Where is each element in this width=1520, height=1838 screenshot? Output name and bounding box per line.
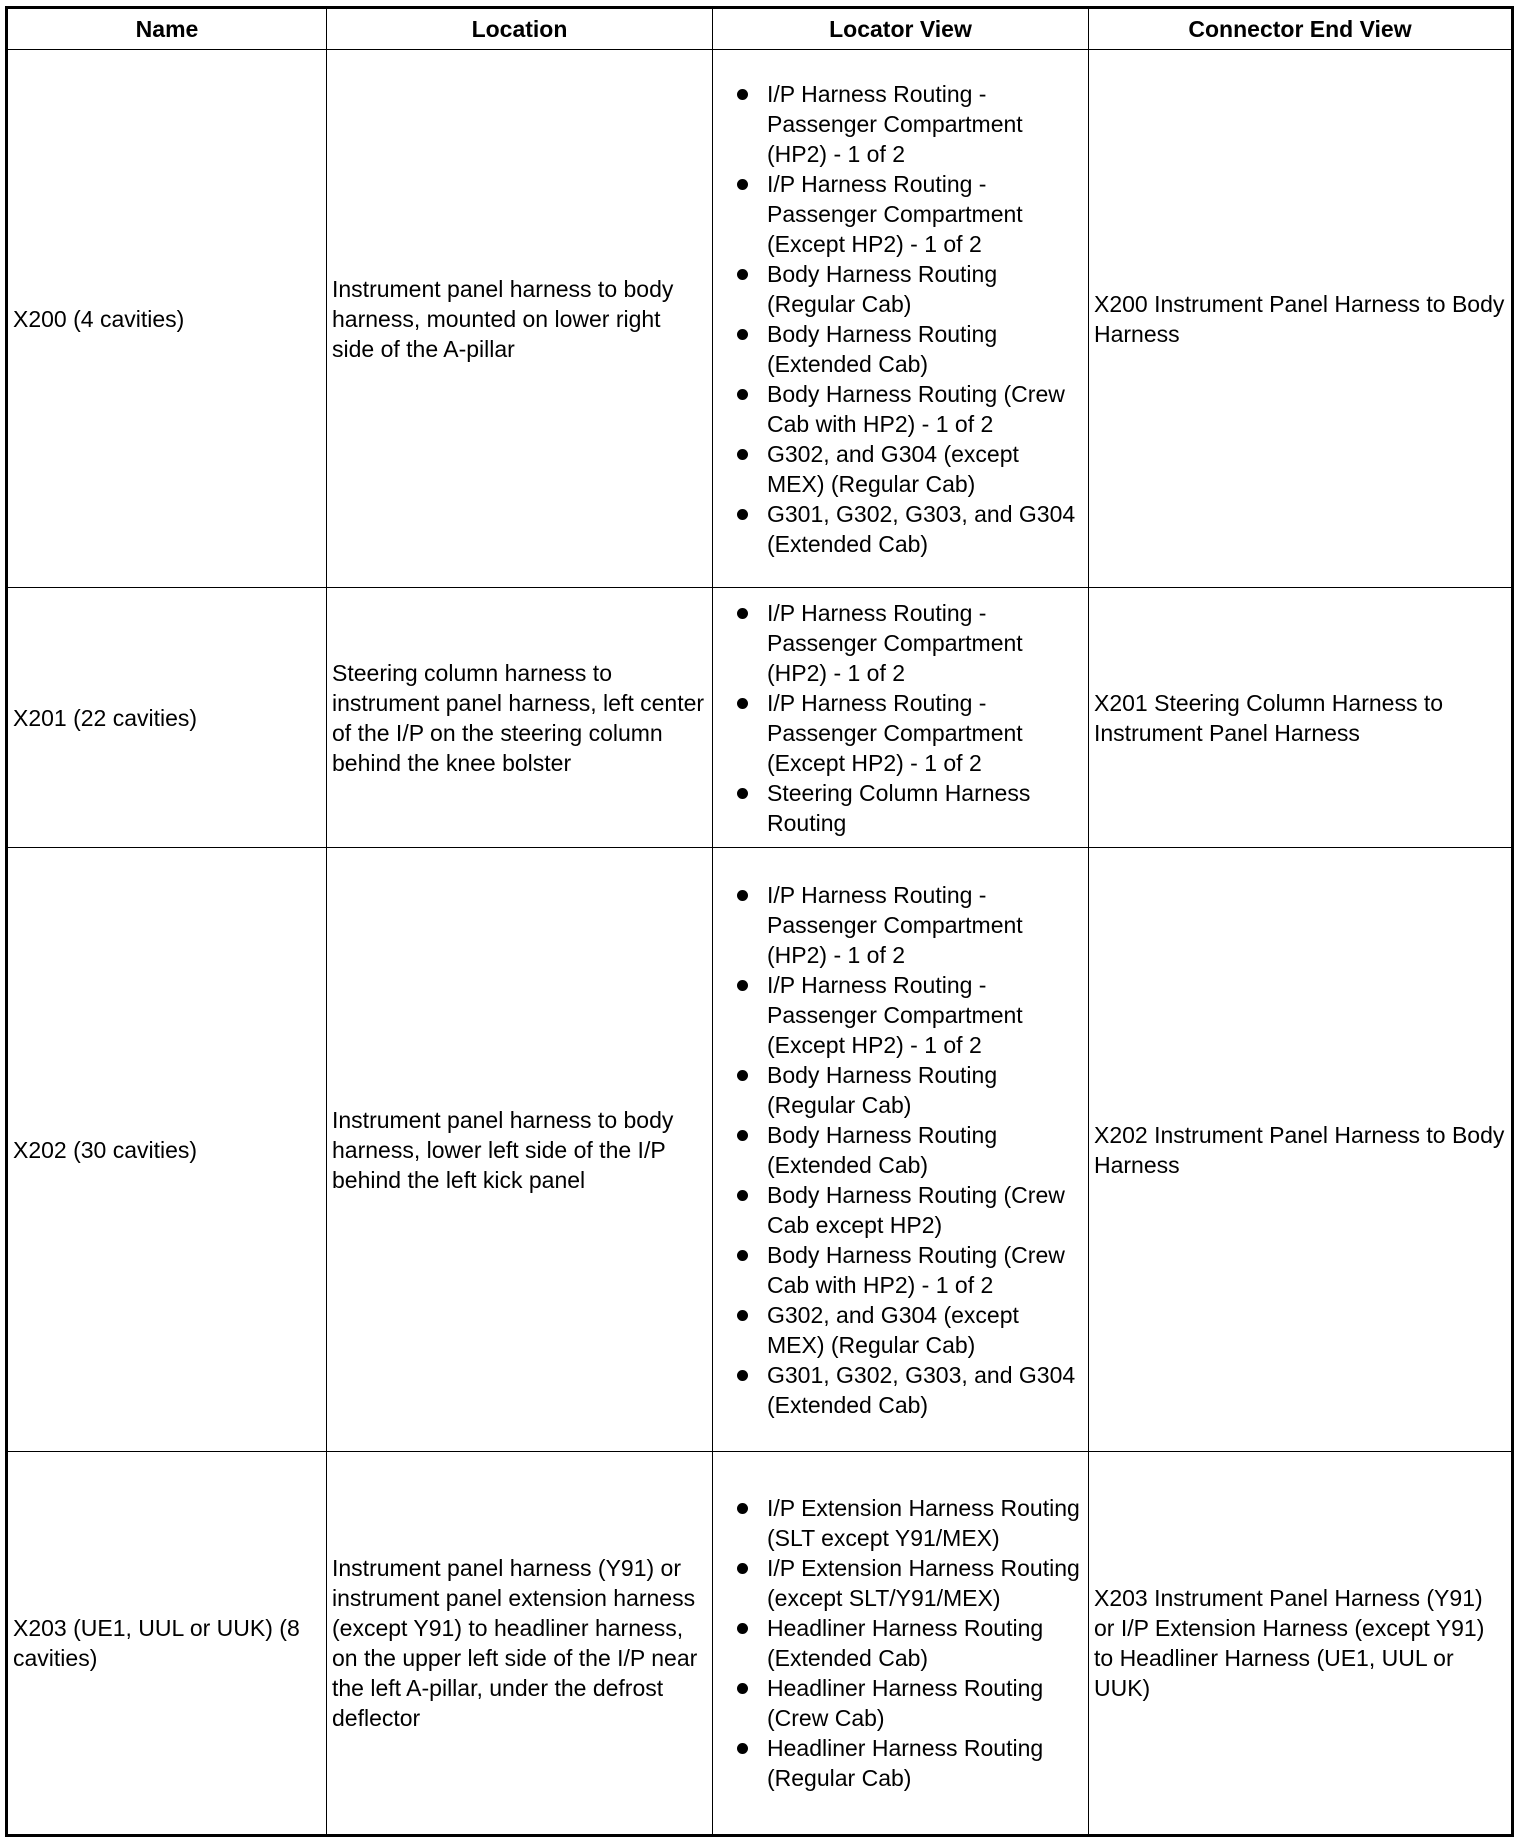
locator-view-item[interactable]: Steering Column Harness Routing — [733, 778, 1082, 838]
locator-view-item[interactable]: I/P Harness Routing - Passenger Compartment (Except HP2) - 1 of 2 — [733, 688, 1082, 778]
bullet-icon — [737, 1370, 748, 1381]
locator-view-item[interactable]: I/P Harness Routing - Passenger Compartment (HP2) - 1 of 2 — [733, 880, 1082, 970]
locator-view-item[interactable]: G302, and G304 (except MEX) (Regular Cab) — [733, 1300, 1082, 1360]
bullet-icon — [737, 1130, 748, 1141]
header-connector-end-view: Connector End View — [1089, 8, 1513, 50]
bullet-icon — [737, 1683, 748, 1694]
table-row — [7, 1452, 1513, 1836]
bullet-icon — [737, 179, 748, 190]
locator-view-item[interactable]: Body Harness Routing (Crew Cab except HP2) — [733, 1180, 1082, 1240]
table-row — [7, 588, 1513, 848]
connector-location: Instrument panel harness to body harness, mounted on lower right side of the A-pillar — [327, 50, 713, 588]
header-name: Name — [7, 8, 327, 50]
connector-table — [5, 6, 1514, 1837]
bullet-icon — [737, 269, 748, 280]
locator-view-item[interactable]: Body Harness Routing (Extended Cab) — [733, 1120, 1082, 1180]
bullet-icon — [737, 1190, 748, 1201]
bullet-icon — [737, 389, 748, 400]
locator-view-item[interactable]: I/P Harness Routing - Passenger Compartment (Except HP2) - 1 of 2 — [733, 970, 1082, 1060]
bullet-icon — [737, 1070, 748, 1081]
locator-view-cell — [713, 848, 1089, 1452]
bullet-icon — [737, 1250, 748, 1261]
table-row — [7, 848, 1513, 1452]
locator-view-item[interactable]: Body Harness Routing (Crew Cab with HP2) - 1 of 2 — [733, 379, 1082, 439]
header-row — [7, 8, 1513, 50]
locator-view-list — [733, 880, 1082, 1420]
connector-name: X202 (30 cavities) — [7, 848, 327, 1452]
bullet-icon — [737, 1623, 748, 1634]
connector-location: Instrument panel harness to body harness, lower left side of the I/P behind the left kick panel — [327, 848, 713, 1452]
connector-end-view[interactable]: X202 Instrument Panel Harness to Body Harness — [1089, 848, 1513, 1452]
locator-view-item[interactable]: Body Harness Routing (Regular Cab) — [733, 1060, 1082, 1120]
header-locator-view: Locator View — [713, 8, 1089, 50]
connector-end-view[interactable]: X203 Instrument Panel Harness (Y91) or I/P Extension Harness (except Y91) to Headliner Harness (UE1, UUL or UUK) — [1089, 1452, 1513, 1836]
connector-location: Steering column harness to instrument panel harness, left center of the I/P on the steering column behind the knee bolster — [327, 588, 713, 848]
bullet-icon — [737, 1503, 748, 1514]
locator-view-item[interactable]: G302, and G304 (except MEX) (Regular Cab) — [733, 439, 1082, 499]
connector-end-view[interactable]: X201 Steering Column Harness to Instrument Panel Harness — [1089, 588, 1513, 848]
bullet-icon — [737, 788, 748, 799]
bullet-icon — [737, 449, 748, 460]
locator-view-item[interactable]: G301, G302, G303, and G304 (Extended Cab) — [733, 499, 1082, 559]
bullet-icon — [737, 1310, 748, 1321]
locator-view-list — [733, 1493, 1082, 1793]
locator-view-cell — [713, 50, 1089, 588]
locator-view-item[interactable]: Headliner Harness Routing (Regular Cab) — [733, 1733, 1082, 1793]
connector-location: Instrument panel harness (Y91) or instrument panel extension harness (except Y91) to headliner harness, on the upper left side of the I/P near the left A-pillar, under the defrost deflector — [327, 1452, 713, 1836]
bullet-icon — [737, 329, 748, 340]
locator-view-cell — [713, 1452, 1089, 1836]
locator-view-item[interactable]: Body Harness Routing (Regular Cab) — [733, 259, 1082, 319]
header-location: Location — [327, 8, 713, 50]
locator-view-list — [733, 598, 1082, 838]
locator-view-item[interactable]: Body Harness Routing (Crew Cab with HP2) - 1 of 2 — [733, 1240, 1082, 1300]
locator-view-item[interactable]: Body Harness Routing (Extended Cab) — [733, 319, 1082, 379]
connector-end-view[interactable]: X200 Instrument Panel Harness to Body Harness — [1089, 50, 1513, 588]
bullet-icon — [737, 1743, 748, 1754]
connector-name: X203 (UE1, UUL or UUK) (8 cavities) — [7, 1452, 327, 1836]
locator-view-cell — [713, 588, 1089, 848]
locator-view-item[interactable]: G301, G302, G303, and G304 (Extended Cab) — [733, 1360, 1082, 1420]
locator-view-item[interactable]: I/P Extension Harness Routing (except SLT/Y91/MEX) — [733, 1553, 1082, 1613]
locator-view-list — [733, 79, 1082, 559]
locator-view-item[interactable]: I/P Harness Routing - Passenger Compartment (HP2) - 1 of 2 — [733, 598, 1082, 688]
locator-view-item[interactable]: I/P Harness Routing - Passenger Compartment (Except HP2) - 1 of 2 — [733, 169, 1082, 259]
bullet-icon — [737, 89, 748, 100]
bullet-icon — [737, 1563, 748, 1574]
bullet-icon — [737, 608, 748, 619]
bullet-icon — [737, 980, 748, 991]
table-row — [7, 50, 1513, 588]
connector-name: X200 (4 cavities) — [7, 50, 327, 588]
locator-view-item[interactable]: I/P Extension Harness Routing (SLT except Y91/MEX) — [733, 1493, 1082, 1553]
locator-view-item[interactable]: Headliner Harness Routing (Crew Cab) — [733, 1673, 1082, 1733]
locator-view-item[interactable]: I/P Harness Routing - Passenger Compartment (HP2) - 1 of 2 — [733, 79, 1082, 169]
bullet-icon — [737, 509, 748, 520]
bullet-icon — [737, 698, 748, 709]
connector-table-container — [5, 6, 1511, 1837]
locator-view-item[interactable]: Headliner Harness Routing (Extended Cab) — [733, 1613, 1082, 1673]
connector-name: X201 (22 cavities) — [7, 588, 327, 848]
bullet-icon — [737, 890, 748, 901]
